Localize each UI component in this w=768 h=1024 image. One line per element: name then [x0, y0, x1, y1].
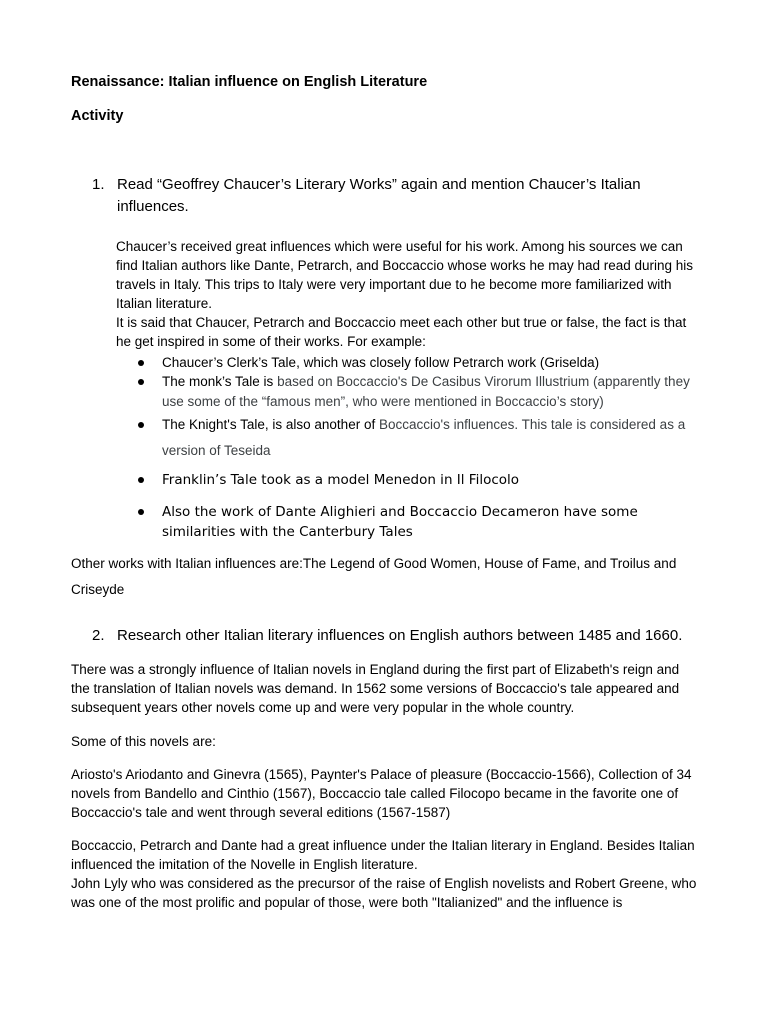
q1-paragraph-2: It is said that Chaucer, Petrarch and Boccaccio meet each other but true or false, the fact is that he get inspired in some of their works. For example: [116, 315, 687, 349]
list-item: Also the work of Dante Alighieri and Boccaccio Decameron have some similarities with the Canterbury Tales [116, 502, 706, 542]
other-works-paragraph: Other works with Italian influences are:The Legend of Good Women, House of Fame, and Troilus and Criseyde [71, 556, 677, 597]
list-item: The monk’s Tale is based on Boccaccio's De Casibus Virorum Illustrium (apparently they use some of the “famous men”, who were mentioned in Boccaccio’s story) [116, 372, 706, 412]
question-2-number: 2. [92, 627, 105, 644]
q1-paragraph-1: Chaucer’s received great influences which were useful for his work. Among his sources we can find Italian authors like Dante, Petrarch, and Boccaccio whose works he may had read during his travels in Italy. This trips to Italy were very important due to he become more familiarized with Italian literature. [116, 239, 694, 311]
bullet-icon [138, 509, 144, 515]
document-title: Renaissance: Italian influence on English Literature [71, 74, 428, 90]
q2-answer-2: Some of this novels are: [71, 734, 216, 749]
q2-answer-3: Ariosto's Ariodanto and Ginevra (1565), Paynter's Palace of pleasure (Boccaccio-1566), Collection of 34 novels from Bandello and Cinthio (1567), Boccaccio tale called Filocopo became in the favorite one of Boccaccio's tale and went through several editions (1567-1587) [71, 767, 692, 820]
activity-heading: Activity [71, 108, 124, 124]
q1-answer [116, 237, 701, 351]
bullet-icon [138, 422, 144, 428]
q2-answer-1: There was a strongly influence of Italian novels in England during the first part of Elizabeth's reign and the translation of Italian novels was demand. In 1562 some versions of Boccaccio's tale appeared and subsequent years other novels come up and were very popular in the whole country. [71, 662, 680, 715]
question-2-text: Research other Italian literary influences on English authors between 1485 and 1660. [117, 627, 683, 644]
q2-answer-4: Boccaccio, Petrarch and Dante had a great influence under the Italian literary in England. Besides Italian influenced the imitation of the Novelle in English literature. John Lyly who was considered as the precursor of the raise of English novelists and Robert Greene, who was one of the most prolific and popular of those, were both "Italianized" and the influence is [71, 838, 697, 910]
bullet-icon [138, 477, 144, 483]
chaucer-influences-list [116, 353, 706, 542]
list-item: Chaucer’s Clerk’s Tale, which was closely follow Petrarch work (Griselda) [116, 353, 706, 372]
list-item: Franklin’s Tale took as a model Menedon in Il Filocolo [116, 470, 706, 490]
bullet-icon [138, 379, 144, 385]
list-item: The Knight's Tale, is also another of Boccaccio's influences. This tale is considered as a version of Teseida [116, 412, 706, 464]
bullet-icon [138, 360, 144, 366]
question-1-text: Read “Geoffrey Chaucer’s Literary Works” again and mention Chaucer’s Italian influences. [117, 176, 641, 215]
question-1-number: 1. [92, 176, 105, 193]
